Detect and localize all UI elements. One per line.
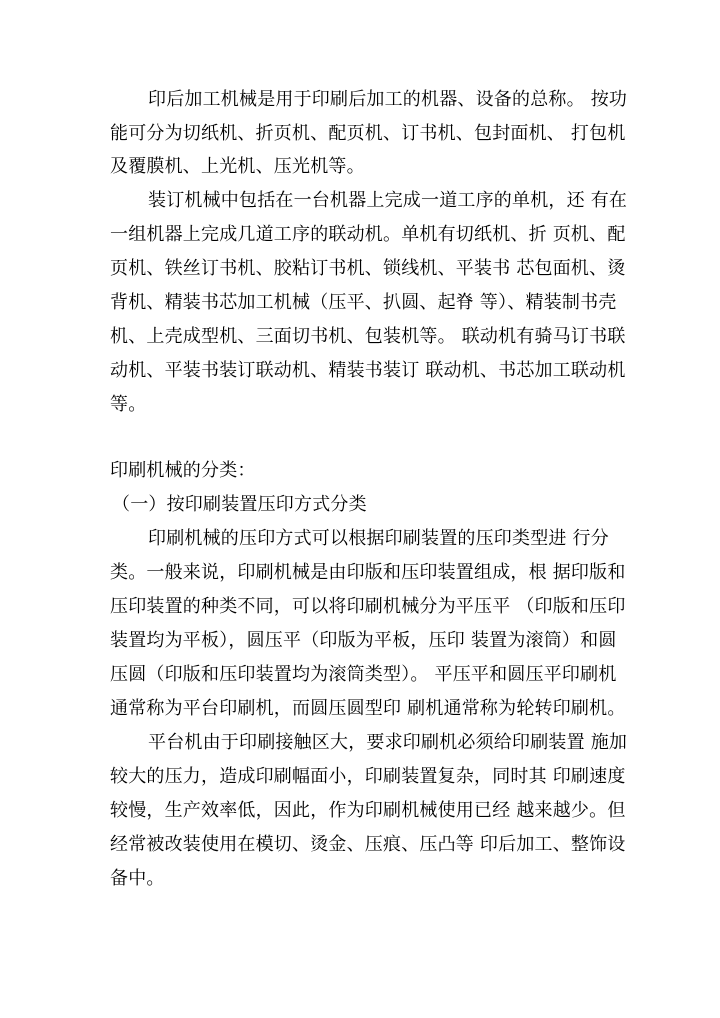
text-line: 动机、平装书装订联动机、精装书装订 联动机、书芯加工联动机 <box>110 360 626 381</box>
text-line: 一组机器上完成几道工序的联动机。单机有切纸机、折 页机、配 <box>110 224 626 245</box>
subsection-heading: （一）按印刷装置压印方式分类 <box>112 494 367 515</box>
text-line: 印后加工机械是用于印刷后加工的机器、设备的总称。 按功 <box>148 89 628 110</box>
text-line: 平台机由于印刷接触区大，要求印刷机必须给印刷装置 施加 <box>148 732 628 753</box>
text-line: 经常被改装使用在模切、烫金、压痕、压凸等 印后加工、整饰设 <box>110 834 626 855</box>
text-line: 压圆（印版和压印装置均为滚筒类型）。 平压平和圆压平印刷机 <box>110 664 617 685</box>
text-line: 装置均为平板），圆压平（印版为平板，压印 装置为滚筒）和圆 <box>110 630 617 651</box>
text-line: 印刷机械的压印方式可以根据印刷装置的压印类型进 行分 <box>148 528 609 549</box>
text-line: 等。 <box>110 394 147 415</box>
text-line: 较大的压力，造成印刷幅面小，印刷装置复杂，同时其 印刷速度 <box>110 766 626 787</box>
text-line: 通常称为平台印刷机，而圆压圆型印 刷机通常称为轮转印刷机。 <box>110 698 626 719</box>
text-line: 较慢，生产效率低，因此，作为印刷机械使用已经 越来越少。但 <box>110 800 626 821</box>
text-line: 压印装置的种类不同，可以将印刷机械分为平压平 （印版和压印 <box>110 596 626 617</box>
text-line: 类。一般来说，印刷机械是由印版和压印装置组成，根 据印版和 <box>110 562 626 583</box>
text-line: 背机、精装书芯加工机械（压平、扒圆、起脊 等）、精装制书壳 <box>110 292 617 313</box>
text-line: 装订机械中包括在一台机器上完成一道工序的单机，还 有在 <box>148 190 628 211</box>
text-line: 机、上壳成型机、三面切书机、包装机等。 联动机有骑马订书联 <box>110 326 626 347</box>
text-line: 及覆膜机、上光机、压光机等。 <box>110 156 365 177</box>
section-heading: 印刷机械的分类： <box>110 460 256 481</box>
text-line: 能可分为切纸机、折页机、配页机、订书机、包封面机、 打包机 <box>110 123 626 144</box>
text-line: 页机、铁丝订书机、胶粘订书机、锁线机、平装书 芯包面机、烫 <box>110 258 626 279</box>
text-line: 备中。 <box>110 868 165 889</box>
